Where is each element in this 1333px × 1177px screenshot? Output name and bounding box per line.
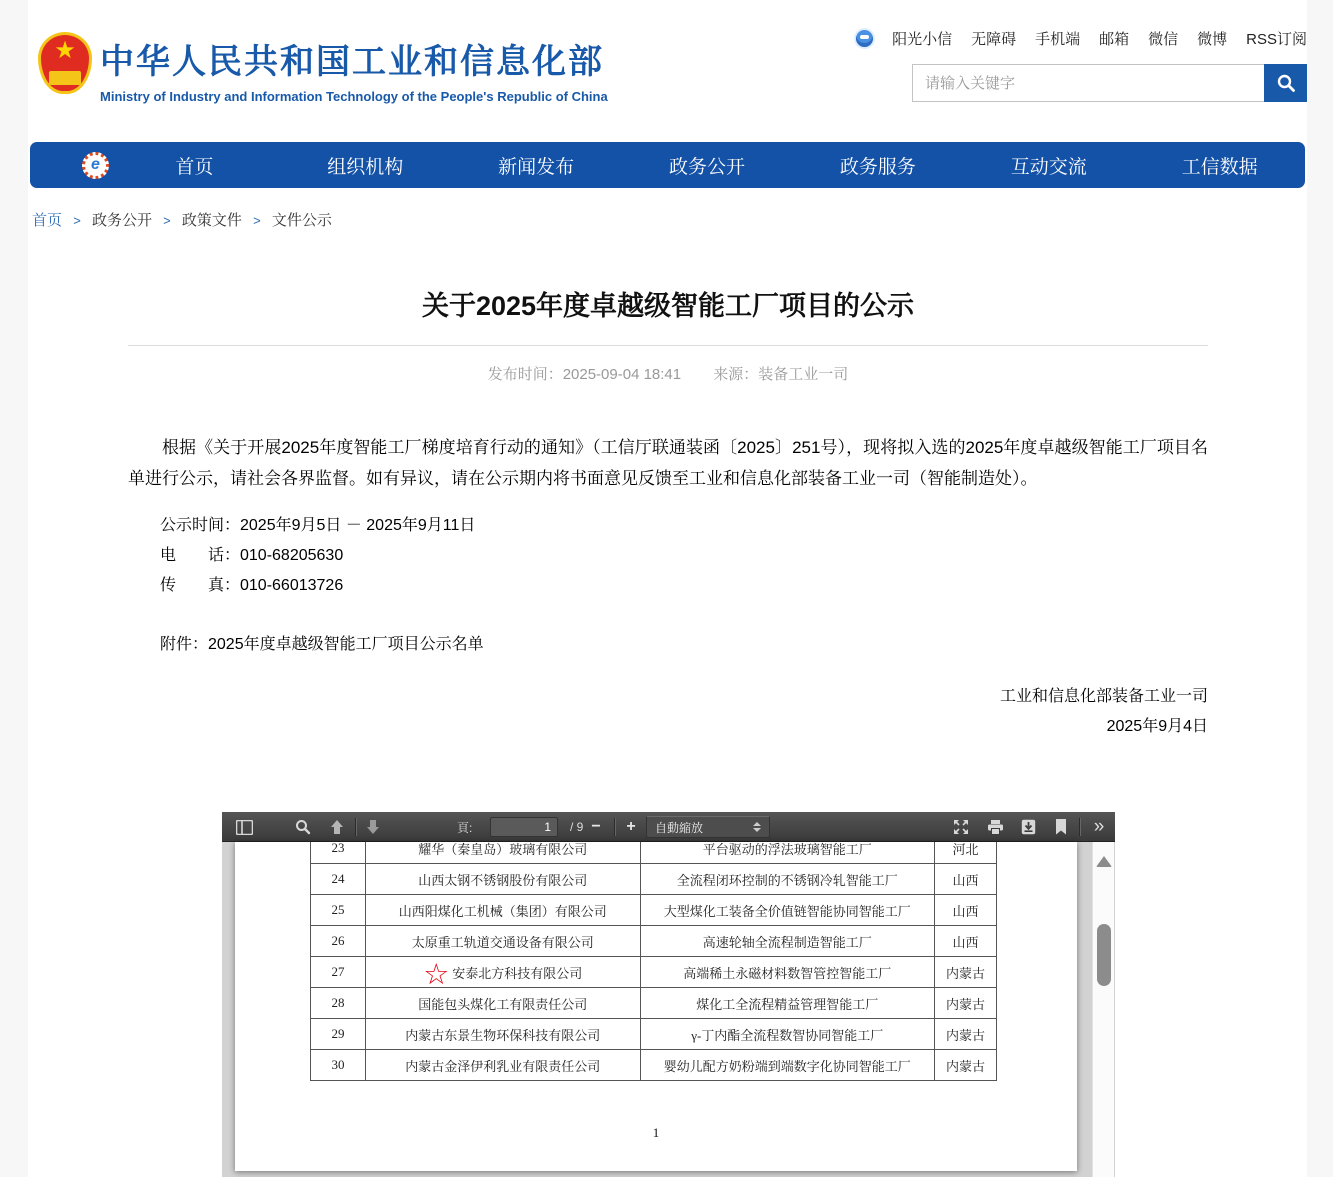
presentation-mode-button[interactable] bbox=[948, 812, 974, 842]
emblem-star-icon: ★ bbox=[54, 37, 76, 64]
cell-project: 全流程闭环控制的不锈钢冷轧智能工厂 bbox=[640, 864, 935, 895]
pdf-viewer bbox=[222, 812, 1115, 1177]
article-meta bbox=[128, 363, 1208, 384]
table-body bbox=[311, 842, 997, 1081]
mascot-icon bbox=[856, 30, 873, 47]
cell-project: 平台驱动的浮法玻璃智能工厂 bbox=[640, 842, 935, 864]
table-row bbox=[311, 842, 997, 864]
miit-gear-logo-icon: e bbox=[82, 152, 109, 179]
cell-province: 河北 bbox=[935, 842, 997, 864]
page-sheet bbox=[28, 0, 1307, 1177]
search-input[interactable] bbox=[913, 65, 1264, 101]
red-star-icon: ☆ bbox=[423, 956, 450, 991]
article-source: 来源：装备工业一司 bbox=[713, 366, 849, 383]
cell-company: 国能包头煤化工有限责任公司 bbox=[365, 988, 640, 1019]
page-number-input[interactable] bbox=[490, 817, 558, 837]
nav-item-organization[interactable]: 组织机构 bbox=[327, 156, 404, 178]
bookmark-icon bbox=[1055, 819, 1067, 835]
search-icon bbox=[1276, 73, 1296, 93]
cell-number: 25 bbox=[311, 895, 366, 926]
signature-department: 工业和信息化部装备工业一司 bbox=[999, 688, 1208, 705]
pdf-page bbox=[235, 842, 1077, 1171]
zoom-mode-value: 自動縮放 bbox=[655, 820, 704, 835]
toolbar-separator bbox=[614, 818, 615, 836]
page-label: 頁: bbox=[457, 820, 473, 835]
breadcrumb-policy-docs[interactable]: 政策文件 bbox=[181, 212, 242, 229]
breadcrumb-announcements[interactable]: 文件公示 bbox=[271, 212, 332, 229]
select-arrows-icon bbox=[753, 822, 761, 832]
quick-link-rss[interactable]: RSS订阅 bbox=[1246, 31, 1307, 48]
nav-item-interaction[interactable]: 互动交流 bbox=[1010, 156, 1087, 178]
table-row bbox=[311, 864, 997, 895]
article-title: 关于2025年度卓越级智能工厂项目的公示 bbox=[421, 291, 915, 321]
cell-project: 煤化工全流程精益管理智能工厂 bbox=[640, 988, 935, 1019]
pdf-search-button[interactable] bbox=[290, 812, 316, 842]
signature-date: 2025年9月4日 bbox=[1106, 718, 1208, 735]
cell-company: 耀华（秦皇岛）玻璃有限公司 bbox=[365, 842, 640, 864]
search-bar bbox=[912, 64, 1307, 102]
header-quick-links bbox=[856, 28, 1307, 49]
site-title-en: Ministry of Industry and Information Technology of the People's Republic of China bbox=[100, 89, 608, 104]
nav-items bbox=[109, 152, 1305, 179]
nav-item-gov-service[interactable]: 政务服务 bbox=[839, 156, 916, 178]
pdf-page-footer-number: 1 bbox=[652, 1125, 660, 1140]
cell-project: 高端稀土永磁材料数智管控智能工厂 bbox=[640, 957, 935, 988]
page-total: / 9 bbox=[570, 820, 584, 834]
arrow-down-icon bbox=[365, 819, 381, 835]
cell-company: ☆ 安泰北方科技有限公司 bbox=[365, 957, 640, 988]
table-row bbox=[311, 1050, 997, 1081]
national-emblem-logo bbox=[38, 32, 92, 94]
public-notice-period: 公示时间：2025年9月5日 － 2025年9月11日 bbox=[160, 517, 476, 534]
cell-project: 婴幼儿配方奶粉端到端数字化协同智能工厂 bbox=[640, 1050, 935, 1081]
table-row bbox=[311, 988, 997, 1019]
cell-number: 23 bbox=[311, 842, 366, 864]
quick-link-weibo[interactable]: 微博 bbox=[1197, 31, 1228, 48]
toolbar-separator bbox=[355, 818, 356, 836]
printer-icon bbox=[987, 820, 1004, 835]
breadcrumb-separator: > bbox=[253, 213, 261, 228]
nav-item-home[interactable]: 首页 bbox=[175, 156, 214, 178]
title-divider bbox=[128, 345, 1208, 346]
arrow-up-icon bbox=[329, 819, 345, 835]
site-title bbox=[100, 34, 608, 104]
more-tools-button[interactable]: » bbox=[1093, 816, 1105, 837]
page-down-button[interactable] bbox=[360, 812, 386, 842]
pdf-toolbar bbox=[222, 812, 1115, 842]
telephone-line: 电 话：010-68205630 bbox=[160, 547, 344, 564]
toolbar-separator bbox=[1079, 818, 1080, 836]
cell-company: 内蒙古金泽伊利乳业有限责任公司 bbox=[365, 1050, 640, 1081]
cell-number: 27 bbox=[311, 957, 366, 988]
cell-project: 大型煤化工装备全价值链智能协同智能工厂 bbox=[640, 895, 935, 926]
breadcrumb-separator: > bbox=[73, 213, 81, 228]
cell-company: 内蒙古东景生物环保科技有限公司 bbox=[365, 1019, 640, 1050]
contact-info bbox=[128, 511, 1208, 601]
cell-province: 山西 bbox=[935, 926, 997, 957]
zoom-out-button[interactable]: − bbox=[591, 818, 601, 835]
quick-link-wechat[interactable]: 微信 bbox=[1148, 31, 1179, 48]
pdf-content-area bbox=[222, 842, 1115, 1177]
nav-item-news[interactable]: 新闻发布 bbox=[498, 156, 575, 178]
site-title-cn: 中华人民共和国工业和信息化部 bbox=[100, 43, 604, 81]
scroll-up-arrow-icon[interactable] bbox=[1096, 856, 1112, 867]
signature-block bbox=[128, 682, 1208, 742]
quick-link-mobile[interactable]: 手机端 bbox=[1035, 31, 1081, 48]
print-button[interactable] bbox=[982, 812, 1008, 842]
download-button[interactable] bbox=[1015, 812, 1041, 842]
sidebar-toggle-icon bbox=[236, 820, 253, 835]
cell-number: 24 bbox=[311, 864, 366, 895]
sidebar-toggle-button[interactable] bbox=[230, 812, 258, 842]
fullscreen-icon bbox=[953, 819, 969, 835]
article bbox=[128, 284, 1208, 742]
search-button[interactable] bbox=[1264, 64, 1307, 102]
cell-company: 山西阳煤化工机械（集团）有限公司 bbox=[365, 895, 640, 926]
main-nav bbox=[30, 142, 1305, 188]
cell-province: 内蒙古 bbox=[935, 988, 997, 1019]
zoom-mode-select[interactable] bbox=[646, 816, 770, 838]
pdf-search-icon bbox=[295, 819, 311, 835]
cell-province: 内蒙古 bbox=[935, 1050, 997, 1081]
breadcrumb-separator: > bbox=[163, 213, 171, 228]
bookmark-button[interactable] bbox=[1048, 812, 1074, 842]
download-icon bbox=[1021, 819, 1036, 835]
zoom-in-button[interactable]: + bbox=[626, 818, 636, 835]
quick-link-accessibility[interactable]: 无障碍 bbox=[971, 31, 1017, 48]
cell-project: γ-丁内酯全流程数智协同智能工厂 bbox=[640, 1019, 935, 1050]
pdf-scrollbar bbox=[1092, 842, 1114, 1177]
cell-number: 30 bbox=[311, 1050, 366, 1081]
breadcrumb bbox=[32, 209, 332, 230]
breadcrumb-home[interactable]: 首页 bbox=[32, 212, 63, 229]
table-row bbox=[311, 1019, 997, 1050]
quick-link-yangguangxiaoxin[interactable]: 阳光小信 bbox=[892, 31, 953, 48]
cell-province: 山西 bbox=[935, 895, 997, 926]
article-paragraph: 根据《关于开展2025年度智能工厂梯度培育行动的通知》（工信厅联通装函〔2025〕251号），现将拟入选的2025年度卓越级智能工厂项目名单进行公示，请社会各界监督。如有异议，请在公示期内将书面意见反馈至工业和信息化部装备工业一司（智能制造处）。 bbox=[128, 438, 1208, 488]
breadcrumb-gov-info[interactable]: 政务公开 bbox=[91, 212, 152, 229]
cell-number: 28 bbox=[311, 988, 366, 1019]
table-row bbox=[311, 895, 997, 926]
cell-company: 太原重工轨道交通设备有限公司 bbox=[365, 926, 640, 957]
attachment-line[interactable]: 附件：2025年度卓越级智能工厂项目公示名单 bbox=[160, 636, 484, 653]
cell-province: 内蒙古 bbox=[935, 1019, 997, 1050]
scrollbar-thumb[interactable] bbox=[1097, 924, 1111, 986]
emblem-gate bbox=[49, 71, 81, 85]
page-up-button[interactable] bbox=[324, 812, 350, 842]
cell-project: 高速轮轴全流程制造智能工厂 bbox=[640, 926, 935, 957]
nav-item-data[interactable]: 工信数据 bbox=[1181, 156, 1258, 178]
quick-link-mail[interactable]: 邮箱 bbox=[1099, 31, 1130, 48]
table-row bbox=[311, 957, 997, 988]
cell-number: 29 bbox=[311, 1019, 366, 1050]
cell-number: 26 bbox=[311, 926, 366, 957]
cell-province: 山西 bbox=[935, 864, 997, 895]
fax-line: 传 真：010-66013726 bbox=[160, 577, 344, 594]
announcement-table bbox=[310, 842, 997, 1081]
nav-item-gov-info[interactable]: 政务公开 bbox=[669, 156, 746, 178]
cell-province: 内蒙古 bbox=[935, 957, 997, 988]
table-row bbox=[311, 926, 997, 957]
cell-company: 山西太钢不锈钢股份有限公司 bbox=[365, 864, 640, 895]
publish-time: 发布时间：2025-09-04 18:41 bbox=[487, 366, 682, 383]
